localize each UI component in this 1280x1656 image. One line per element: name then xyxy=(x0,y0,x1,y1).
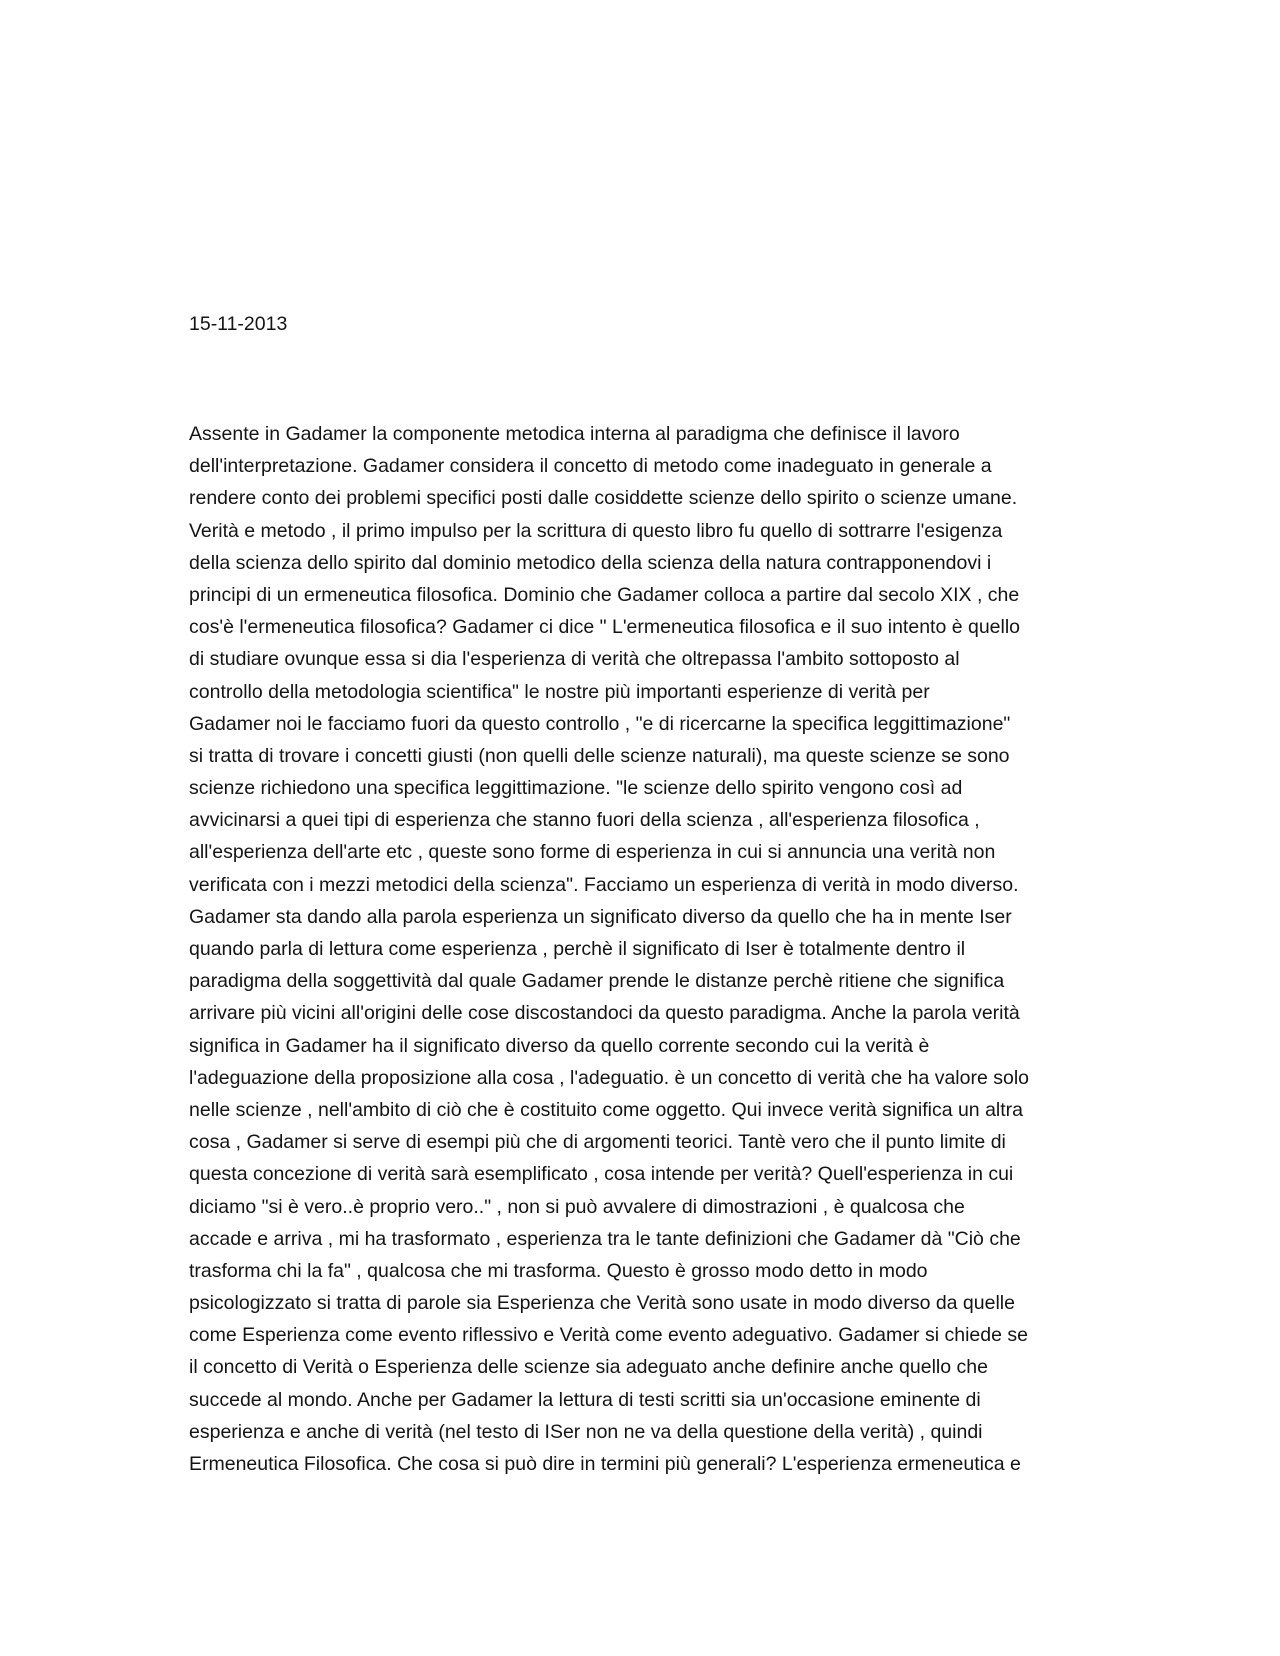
body-text-line: Gadamer sta dando alla parola esperienza un significato diverso da quello che ha in mente Iser xyxy=(189,905,1012,928)
body-text-line: controllo della metodologia scientifica" le nostre più importanti esperienze di verità per xyxy=(189,680,930,703)
body-text-line: scienze richiedono una specifica leggittimazione. "le scienze dello spirito vengono così ad xyxy=(189,777,963,800)
body-text-line: Verità e metodo , il primo impulso per la scrittura di questo libro fu quello di sottrarre l'esigenza xyxy=(189,519,1003,542)
body-text-line: significa in Gadamer ha il significato diverso da quello corrente secondo cui la verità è xyxy=(189,1034,930,1057)
body-text-line: l'adeguazione della proposizione alla cosa , l'adeguatio. è un concetto di verità che ha valore solo xyxy=(189,1066,1030,1089)
body-text-line: dell'interpretazione. Gadamer considera il concetto di metodo come inadeguato in generale a xyxy=(189,455,992,478)
body-text-line: Assente in Gadamer la componente metodica interna al paradigma che definisce il lavoro xyxy=(189,423,960,445)
body-text-line: arrivare più vicini all'origini delle cose discostandoci da questo paradigma. Anche la parola verità xyxy=(189,1002,1020,1025)
body-text-line: diciamo "si è vero..è proprio vero.." , non si può avvalere di dimostrazioni , è qualcosa che xyxy=(189,1195,965,1218)
body-text-line: Gadamer noi le facciamo fuori da questo controllo , "e di ricercarne la specifica leggittimazione" xyxy=(189,712,1011,735)
body-text-line: psicologizzato si tratta di parole sia Esperienza che Verità sono usate in modo diverso da quelle xyxy=(189,1292,1015,1315)
body-text-line: Ermeneutica Filosofica. Che cosa si può dire in termini più generali? L'esperienza ermeneutica e xyxy=(189,1453,1021,1475)
body-text-line: rendere conto dei problemi specifici posti dalle cosiddette scienze dello spirito o scienze umane. xyxy=(189,487,1018,510)
document-body xyxy=(189,418,1109,1480)
body-text-line: accade e arriva , mi ha trasformato , esperienza tra le tante definizioni che Gadamer dà "Ciò che xyxy=(189,1227,1021,1250)
body-text-line: trasforma chi la fa" , qualcosa che mi trasforma. Questo è grosso modo detto in modo xyxy=(189,1259,928,1282)
body-text-line: succede al mondo. Anche per Gadamer la lettura di testi scritti sia un'occasione eminente di xyxy=(189,1388,981,1411)
body-text-line: principi di un ermeneutica filosofica. Dominio che Gadamer colloca a partire dal secolo XIX , che xyxy=(189,583,1020,606)
body-text-line: verificata con i mezzi metodici della scienza". Facciamo un esperienza di verità in modo diverso. xyxy=(189,873,1019,896)
body-text-line: cosa , Gadamer si serve di esempi più che di argomenti teorici. Tantè vero che il punto limite di xyxy=(189,1131,1006,1154)
body-text-line: della scienza dello spirito dal dominio metodico della scienza della natura contrapponendovi i xyxy=(189,551,992,574)
body-text-line: cos'è l'ermeneutica filosofica? Gadamer ci dice " L'ermeneutica filosofica e il suo intento è quello xyxy=(189,616,1021,639)
body-text-line: avvicinarsi a quei tipi di esperienza che stanno fuori della scienza , all'esperienza filosofica , xyxy=(189,809,980,832)
body-text-line: paradigma della soggettività dal quale Gadamer prende le distanze perchè ritiene che significa xyxy=(189,970,1005,993)
body-text-line: all'esperienza dell'arte etc , queste sono forme di esperienza in cui si annuncia una verità non xyxy=(189,841,996,864)
body-text-line: nelle scienze , nell'ambito di ciò che è costituito come oggetto. Qui invece verità significa un altra xyxy=(189,1098,1023,1121)
body-text-line: questa concezione di verità sarà esemplificato , cosa intende per verità? Quell'esperienza in cui xyxy=(189,1163,1014,1186)
body-text-line: esperienza e anche di verità (nel testo di ISer non ne va della questione della verità) , quindi xyxy=(189,1420,983,1443)
body-text-line: il concetto di Verità o Esperienza delle scienze sia adeguato anche definire anche quello che xyxy=(189,1356,988,1379)
body-text-line: di studiare ovunque essa si dia l'esperienza di verità che oltrepassa l'ambito sottoposto al xyxy=(189,648,960,671)
body-text-line: quando parla di lettura come esperienza , perchè il significato di Iser è totalmente dentro il xyxy=(189,938,966,960)
document-date: 15-11-2013 xyxy=(189,313,288,335)
body-text-line: si tratta di trovare i concetti giusti (non quelli delle scienze naturali), ma queste scienze se sono xyxy=(189,744,1010,767)
body-text-line: come Esperienza come evento riflessivo e Verità come evento adeguativo. Gadamer si chiede se xyxy=(189,1324,1028,1347)
